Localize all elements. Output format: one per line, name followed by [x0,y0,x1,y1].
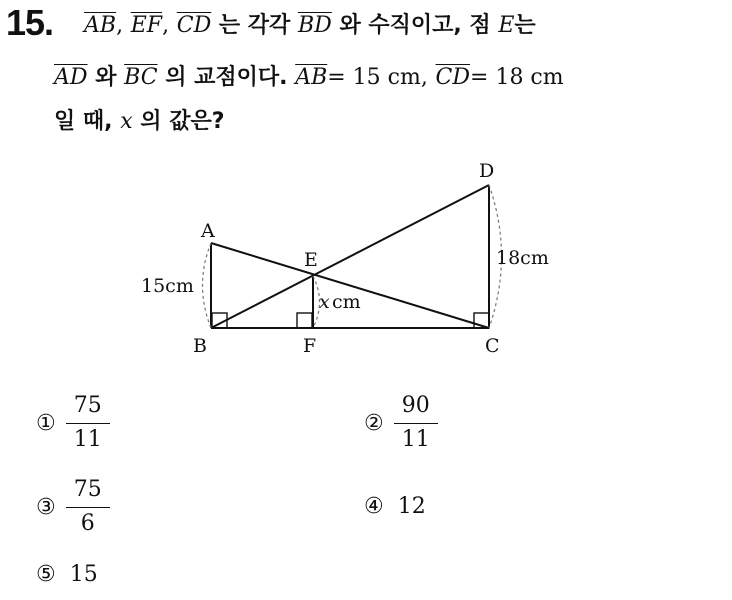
choice-5[interactable] [36,562,98,587]
choice-marker: ① [36,410,56,436]
choice-1[interactable] [36,392,106,454]
segment-bd: $\overline{BD}$ [297,13,332,38]
length-cd-label: 18cm [496,247,549,269]
right-angle-f [297,313,312,328]
length-ef-variable: x [319,291,330,313]
denominator: 11 [73,427,102,452]
point-f-label: F [303,335,317,357]
segment-ef: $\overline{EF}$ [130,13,163,38]
point-a-label: A [201,220,215,242]
choice-2[interactable] [364,392,434,454]
comma: , [116,13,124,38]
point-c-label: C [485,335,500,357]
segment-ab: $\overline{AB}$ [84,13,117,38]
segment-bc: $\overline{BC}$ [124,65,158,90]
variable-x: x [120,109,133,134]
numerator: 75 [73,477,102,502]
comma: , [420,65,428,90]
point-e-label: E [304,249,318,271]
choice-marker: ④ [364,494,384,519]
fraction-bar [66,507,110,508]
denominator: 11 [401,427,430,452]
text: 는 [514,13,536,38]
choice-4[interactable] [364,494,426,519]
fraction [70,476,106,538]
choice-3[interactable] [36,476,106,538]
question-number: 15. [6,2,54,43]
point-b-label: B [193,335,207,357]
equation: = 18 cm [470,65,564,90]
fraction [398,392,434,454]
choice-value: 15 [69,562,98,587]
numerator: 75 [73,393,102,418]
fraction-bar [394,423,438,424]
text: 와 [95,65,117,90]
choice-marker: ② [364,410,384,436]
length-ab-label: 15cm [141,275,194,297]
equation: = 15 cm [327,65,421,90]
brace-ab [203,243,212,328]
length-ef-unit: cm [332,291,361,313]
comma: , [162,13,170,38]
point-d-label: D [479,160,495,182]
fraction [70,392,106,454]
numerator: 90 [401,393,430,418]
text: 의 교점이다. [165,65,288,90]
choice-marker: ⑤ [36,562,56,587]
segment-cd: $\overline{CD}$ [176,13,212,38]
segment-ad: $\overline{AD}$ [54,65,88,90]
choice-marker: ③ [36,494,56,520]
choice-value: 12 [397,494,426,519]
text: 의 값은? [140,109,225,134]
point-e-label: E [498,13,515,38]
denominator: 6 [80,511,95,536]
text: 와 수직이고, 점 [339,13,491,38]
segment-ab: $\overline{AB}$ [295,65,328,90]
segment-cd: $\overline{CD}$ [435,65,471,90]
text: 는 각각 [218,13,291,38]
text: 일 때, [54,109,113,134]
fraction-bar [66,423,110,424]
